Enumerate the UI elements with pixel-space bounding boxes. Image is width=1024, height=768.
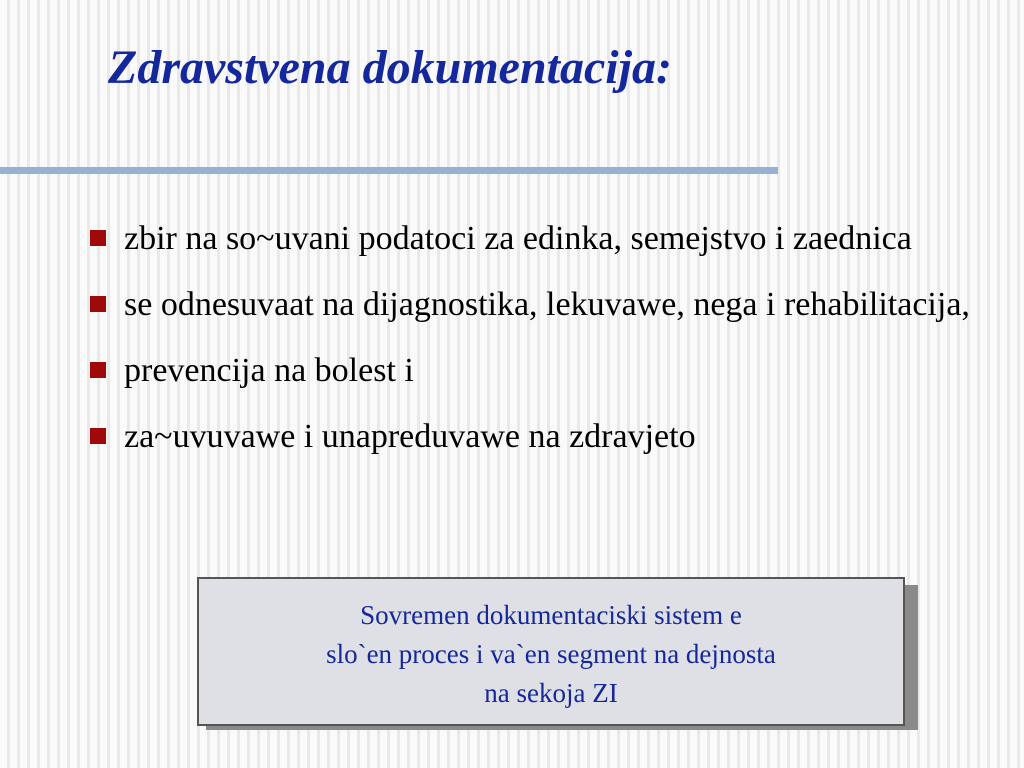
callout-box bbox=[197, 577, 905, 726]
callout-line: na sekoja ZI bbox=[484, 678, 618, 708]
square-bullet-icon bbox=[90, 296, 106, 312]
bullet-text: za~uvuvawe i unapreduvawe na zdravjeto bbox=[124, 418, 696, 455]
bullet-text: prevencija na bolest i bbox=[124, 352, 414, 389]
bullet-item bbox=[88, 212, 1018, 265]
bullet-item bbox=[88, 344, 1018, 397]
square-bullet-icon bbox=[90, 428, 106, 444]
callout-line: Sovremen dokumentaciski sistem e bbox=[360, 600, 742, 630]
bullet-item bbox=[88, 278, 1018, 331]
square-bullet-icon bbox=[90, 362, 106, 378]
bullet-item bbox=[88, 410, 1018, 463]
callout-line: slo`en proces i va`en segment na dejnosta bbox=[326, 639, 776, 669]
bullet-list bbox=[88, 212, 1018, 476]
slide-title: Zdravstvena dokumentacija: bbox=[108, 41, 672, 94]
bullet-text: zbir na so~uvani podatoci za edinka, semejstvo i zaednica bbox=[124, 220, 912, 257]
title-underline bbox=[0, 167, 778, 174]
bullet-text: se odnesuvaat na dijagnostika, lekuvawe, nega i rehabilitacija, bbox=[124, 286, 970, 323]
square-bullet-icon bbox=[90, 230, 106, 246]
